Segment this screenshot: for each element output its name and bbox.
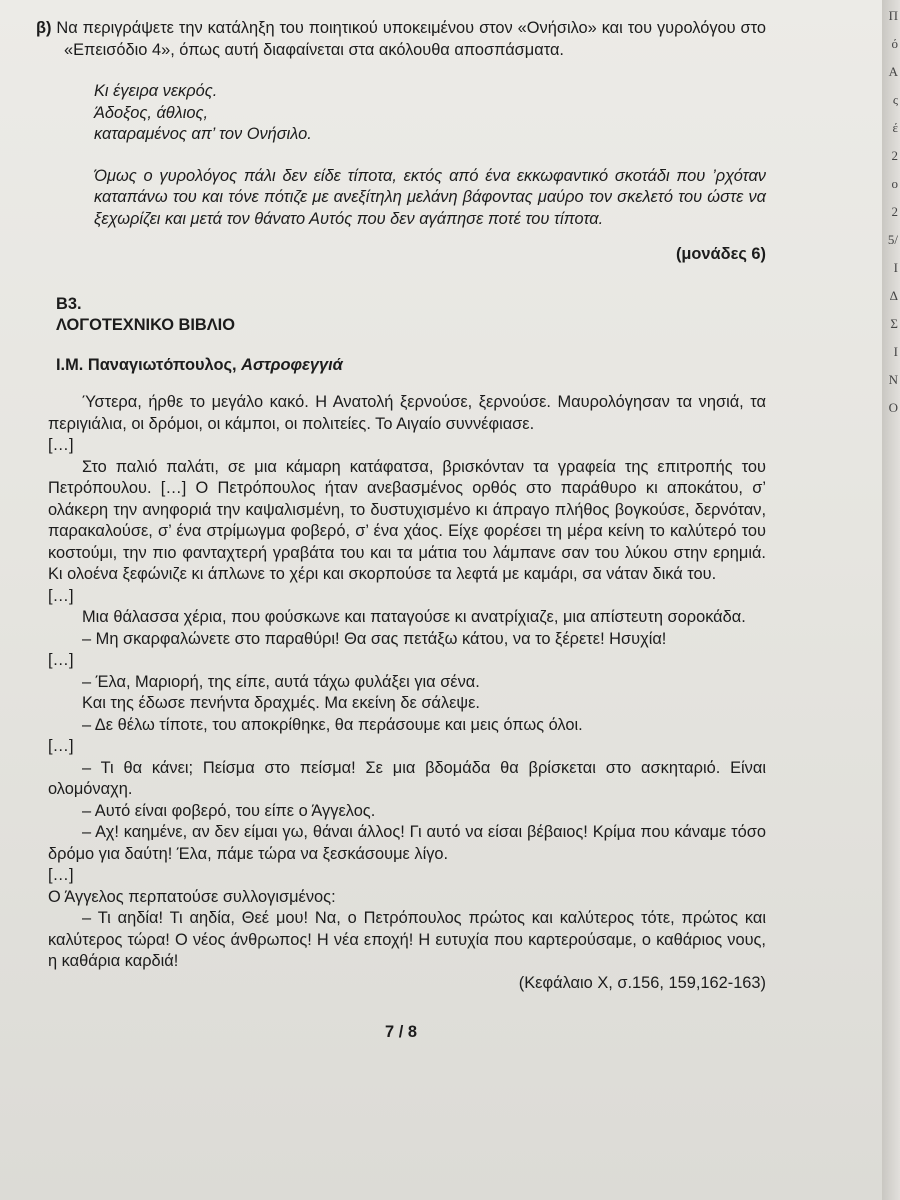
poem-line: Άδοξος, άθλιος, bbox=[94, 103, 209, 122]
edge-mark: 2 bbox=[891, 148, 898, 163]
edge-mark: Σ bbox=[890, 316, 898, 331]
page-content bbox=[36, 18, 766, 1044]
question-beta bbox=[36, 18, 766, 61]
ellipsis: […] bbox=[48, 866, 74, 884]
citation: (Κεφάλαιο Χ, σ.156, 159,162-163) bbox=[518, 973, 766, 992]
edge-mark: Ο bbox=[888, 400, 898, 415]
poem-line: καταραμένος απ’ τον Ονήσιλο. bbox=[94, 125, 312, 143]
excerpt-paragraph: Όμως ο γυρολόγος πάλι δεν είδε τίποτα, εκτός από ένα εκκωφαντικό σκοτάδι που ’ρχόταν καταπάνω του και τόνε πότιζε με ανεξίτηλη μελάνη βάφοντας μαύρο τον σκελετό του ώστε να ξεχωρίζει και μετά τον θάνατο Αυτός που δεν αγάπησε ποτέ του τίποτα. bbox=[94, 166, 766, 228]
edge-mark: Π bbox=[888, 8, 898, 23]
edge-mark: ς bbox=[892, 92, 898, 107]
excerpt-p4: Ο Άγγελος περπατούσε συλλογισμένος: bbox=[48, 887, 336, 906]
dialogue-line: – Δε θέλω τίποτε, του αποκρίθηκε, θα περάσουμε και μεις όπως όλοι. bbox=[82, 715, 583, 734]
dialogue-line: – Αυτό είναι φοβερό, του είπε ο Άγγελος. bbox=[82, 801, 376, 820]
author-title bbox=[56, 355, 766, 377]
dialogue-line: – Τι θα κάνει; Πείσμα στο πείσμα! Σε μια βδομάδα θα βρίσκεται στο ασκηταριό. Είναι ολομόναχη. bbox=[48, 758, 766, 798]
dialogue-line: Και της έδωσε πενήντα δραχμές. Μα εκείνη δε σάλεψε. bbox=[82, 694, 480, 712]
ellipsis: […] bbox=[48, 436, 74, 454]
edge-mark: ο bbox=[891, 176, 898, 191]
edge-mark: Α bbox=[888, 64, 898, 79]
edge-mark: 5/ bbox=[887, 232, 898, 247]
ellipsis: […] bbox=[48, 737, 74, 755]
literary-excerpt bbox=[36, 392, 766, 994]
excerpt-p3: Μια θάλασσα χέρια, που φούσκωνε και παταγούσε κι ανατρίχιαζε, μια απίστευτη σοροκάδα. bbox=[82, 608, 746, 626]
excerpt-p1: Ύστερα, ήρθε το μεγάλο κακό. Η Ανατολή ξερνούσε, ξερνούσε. Μαυρολόγησαν τα νησιά, τα περιγιάλια, οι δρόμοι, οι κάμποι, οι πολιτείες. Το Αιγαίο συννέφιασε. bbox=[48, 393, 766, 433]
ellipsis: […] bbox=[48, 651, 74, 669]
question-label: β) bbox=[36, 19, 52, 37]
ellipsis: […] bbox=[48, 586, 74, 605]
excerpt-p2: Στο παλιό παλάτι, σε μια κάμαρη κατάφατσα, βρισκόνταν τα γραφεία της επιτροπής του Πετρόπουλου. […] Ο Πετρόπουλος ήταν ανεβασμένος ορθός στο παράθυρο κι αποκάτου, σ’ ολάκερη την ανηφοριά την καψαλισμένη, το δυστυχισμένο κι άπραγο πλήθος βογκούσε, δερνόταν, παρακαλούσε, σ’ ένα στρίμωγμα φοβερό, σ’ ένα χάος. Είχε φορέσει τη μέρα κείνη το καλύτερό του κοστούμι, την πιο φανταχτερή γραβάτα του και τα μάτια του λάμπανε σαν του λύκου στην ερημιά. Κι ολοένα ξεφώνιζε κι άπλωνε το χέρι και σκορπούσε τα λεφτά με καμάρι, σα νάταν δικά του. bbox=[48, 457, 766, 583]
question-text: Να περιγράψετε την κατάληξη του ποιητικού υποκειμένου στον «Ονήσιλο» και του γυρολόγου στο «Επεισόδιο 4», όπως αυτή διαφαίνεται στα ακόλουθα αποσπάσματα. bbox=[56, 19, 766, 59]
edge-mark: ό bbox=[891, 36, 898, 51]
page-number: 7 / 8 bbox=[385, 1023, 417, 1041]
work-title: Αστροφεγγιά bbox=[241, 355, 343, 374]
dialogue-line: – Μη σκαρφαλώνετε στο παραθύρι! Θα σας πετάξω κάτου, να το ξέρετε! Ησυχία! bbox=[82, 629, 667, 648]
edge-mark: 2 bbox=[891, 204, 898, 219]
edge-mark: Ι bbox=[893, 260, 898, 275]
next-page-edge bbox=[882, 0, 900, 1200]
section-number: Β3. bbox=[56, 294, 82, 313]
dialogue-line: – Αχ! καημένε, αν δεν είμαι γω, θάναι άλλος! Γι αυτό να είσαι βέβαιος! Κρίμα που κάναμε τόσο δρόμο για δαύτη! Έλα, πάμε τώρα να ξεσκάσουμε λίγο. bbox=[48, 823, 766, 863]
edge-mark: Ι bbox=[893, 344, 898, 359]
poem-line: Κι έγειρα νεκρός. bbox=[94, 82, 218, 100]
edge-mark: έ bbox=[892, 120, 898, 135]
section-header bbox=[36, 294, 766, 377]
dialogue-line: – Έλα, Μαριορή, της είπε, αυτά τάχω φυλάξει για σένα. bbox=[82, 672, 480, 691]
edge-mark: Δ bbox=[889, 288, 898, 303]
author-name: Ι.Μ. Παναγιωτόπουλος, bbox=[56, 355, 237, 374]
edge-mark: Ν bbox=[888, 372, 898, 387]
section-heading: ΛΟΓΟΤΕΧΝΙΚΟ ΒΙΒΛΙΟ bbox=[56, 316, 235, 334]
poem-excerpt bbox=[36, 81, 766, 146]
points-label: (μονάδες 6) bbox=[675, 245, 766, 263]
dialogue-line: – Τι αηδία! Τι αηδία, Θεέ μου! Να, ο Πετρόπουλος πρώτος και καλύτερος τότε, πρώτος και καλύτερος τώρα! Ο νέος άνθρωπος! Η νέα εποχή! Η ευτυχία που καρτερούσαμε, ο καθάριος νους, η καθάρια καρδιά! bbox=[48, 909, 766, 970]
